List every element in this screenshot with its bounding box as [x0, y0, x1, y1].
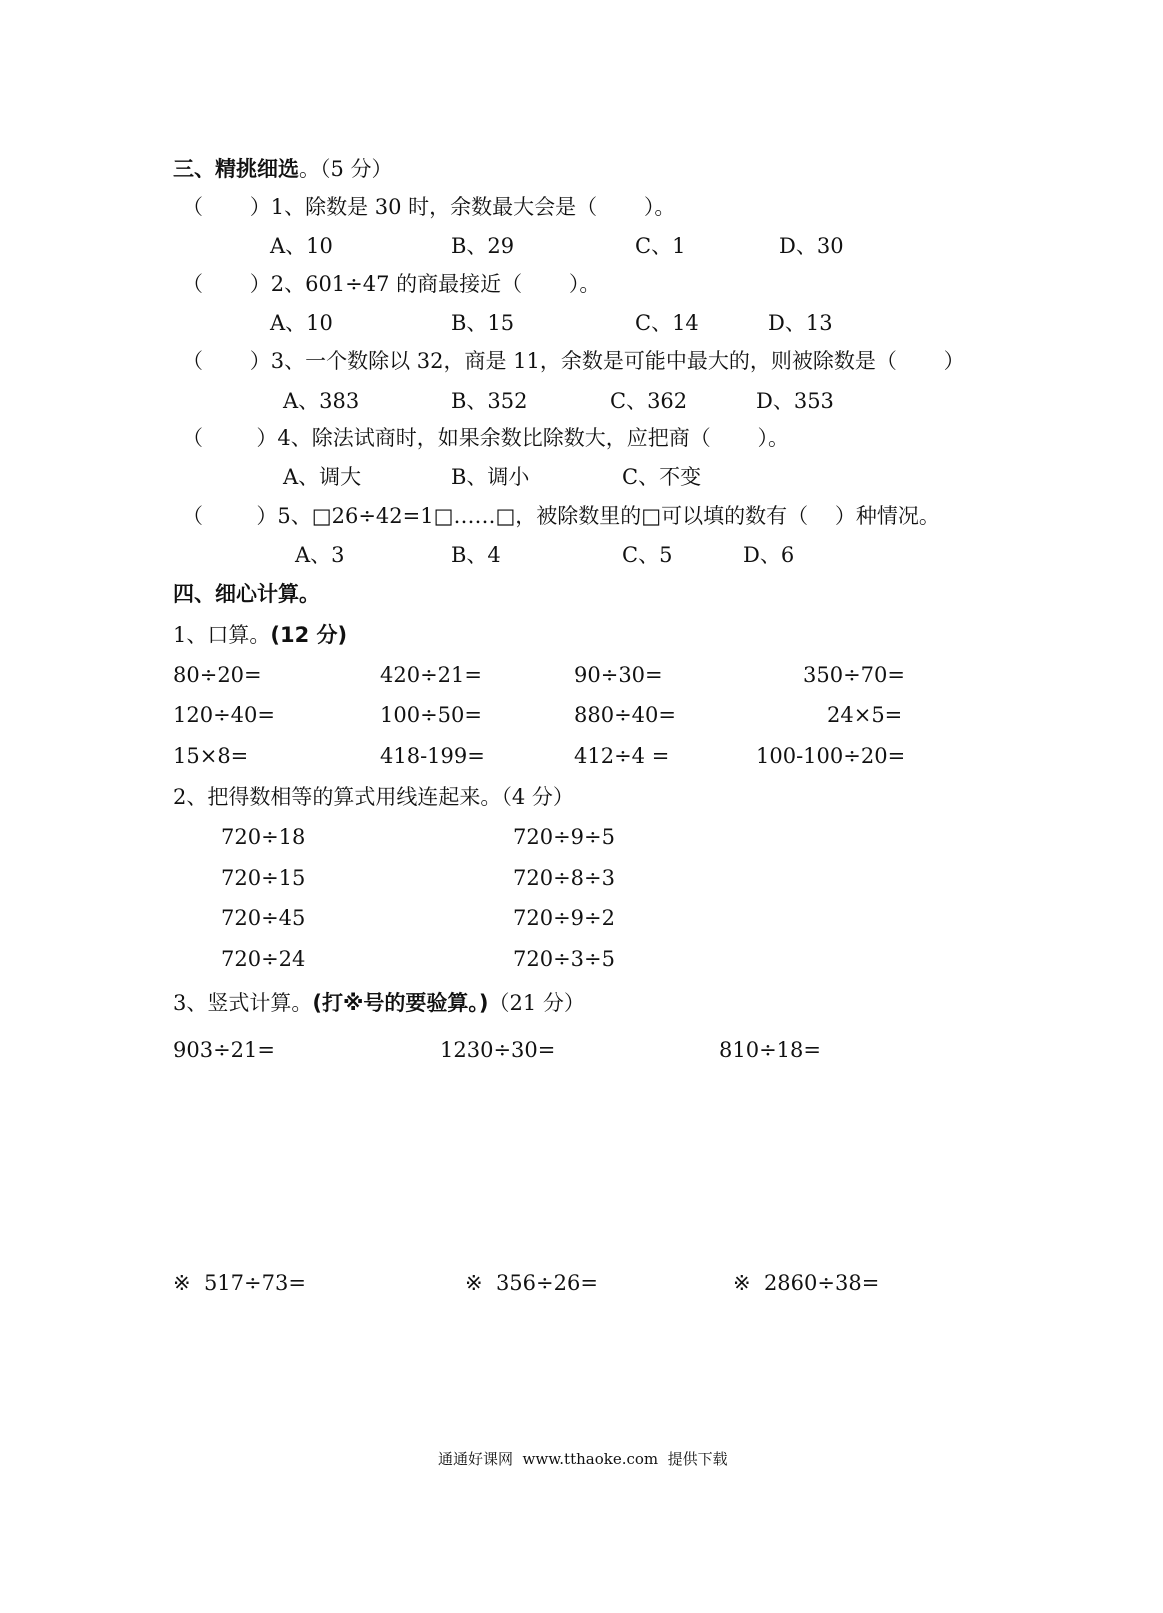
oral-item: 420÷21=: [380, 663, 482, 687]
q2-option-c: C、14: [635, 311, 699, 335]
oral-calc-score: (12 分): [270, 623, 348, 647]
match-left-item: 720÷45: [221, 906, 306, 930]
oral-item: 15×8=: [173, 744, 249, 768]
section3-heading: [173, 156, 393, 182]
match-left-item: 720÷15: [221, 866, 306, 890]
q3-option-a: A、383: [283, 389, 360, 413]
oral-item: 80÷20=: [173, 663, 262, 687]
oral-item: 90÷30=: [574, 663, 663, 687]
q5-option-b: B、4: [451, 543, 501, 567]
vertical-check-item: ※ 517÷73=: [173, 1271, 306, 1295]
vertical-calc-note: (打※号的要验算。): [312, 991, 489, 1015]
vertical-calc-score: （21 分）: [488, 991, 585, 1015]
oral-item: 412÷4 =: [574, 744, 670, 768]
vertical-check-item: ※ 356÷26=: [465, 1271, 598, 1295]
q5-option-a: A、3: [295, 543, 345, 567]
question-1-stem: （ ）1、除数是 30 时，余数最大会是（ ）。: [182, 195, 676, 219]
oral-item: 120÷40=: [173, 703, 275, 727]
q2-option-a: A、10: [270, 311, 333, 335]
q1-option-d: D、30: [779, 234, 844, 258]
q4-option-b: B、调小: [451, 465, 530, 489]
question-4-stem: （ ）4、除法试商时，如果余数比除数大，应把商（ ）。: [182, 426, 789, 450]
oral-item: 100÷50=: [380, 703, 482, 727]
section3-score: 。（5 分）: [299, 157, 393, 181]
oral-item: 880÷40=: [574, 703, 676, 727]
oral-calc-title: 1、口算。: [173, 623, 271, 647]
section3-title: 三、精挑细选: [173, 157, 299, 181]
vertical-item: 1230÷30=: [440, 1038, 556, 1062]
match-right-item: 720÷3÷5: [513, 947, 615, 971]
q2-option-d: D、13: [768, 311, 833, 335]
match-right-item: 720÷8÷3: [513, 866, 615, 890]
vertical-item: 810÷18=: [719, 1038, 821, 1062]
oral-item: 350÷70=: [803, 663, 905, 687]
footer-credit: 通通好课网 www.tthaoke.com 提供下载: [438, 1450, 728, 1468]
vertical-calc-heading: [173, 990, 585, 1016]
q3-option-b: B、352: [451, 389, 528, 413]
oral-item: 24×5=: [827, 703, 903, 727]
vertical-calc-title: 3、竖式计算。: [173, 991, 313, 1015]
q5-option-d: D、6: [743, 543, 795, 567]
match-title: 2、把得数相等的算式用线连起来。（4 分）: [173, 785, 574, 809]
vertical-item: 903÷21=: [173, 1038, 275, 1062]
q4-option-c: C、不变: [622, 465, 702, 489]
q1-option-c: C、1: [635, 234, 686, 258]
question-5-stem: （ ）5、□26÷42=1□……□，被除数里的□可以填的数有（ ）种情况。: [182, 504, 940, 528]
match-left-item: 720÷24: [221, 947, 306, 971]
q5-option-c: C、5: [622, 543, 673, 567]
vertical-check-item: ※ 2860÷38=: [733, 1271, 880, 1295]
q3-option-c: C、362: [610, 389, 688, 413]
oral-item: 418-199=: [380, 744, 485, 768]
question-3-stem: （ ）3、一个数除以 32，商是 11，余数是可能中最大的，则被除数是（ ）: [182, 349, 965, 373]
match-right-item: 720÷9÷2: [513, 906, 615, 930]
section4-title: 四、细心计算。: [173, 582, 320, 606]
oral-calc-heading: [173, 622, 347, 648]
q4-option-a: A、调大: [283, 465, 362, 489]
q1-option-b: B、29: [451, 234, 515, 258]
question-2-stem: （ ）2、601÷47 的商最接近（ ）。: [182, 272, 601, 296]
q2-option-b: B、15: [451, 311, 515, 335]
q1-option-a: A、10: [270, 234, 333, 258]
match-right-item: 720÷9÷5: [513, 825, 615, 849]
oral-item: 100-100÷20=: [756, 744, 906, 768]
q3-option-d: D、353: [756, 389, 834, 413]
match-left-item: 720÷18: [221, 825, 306, 849]
